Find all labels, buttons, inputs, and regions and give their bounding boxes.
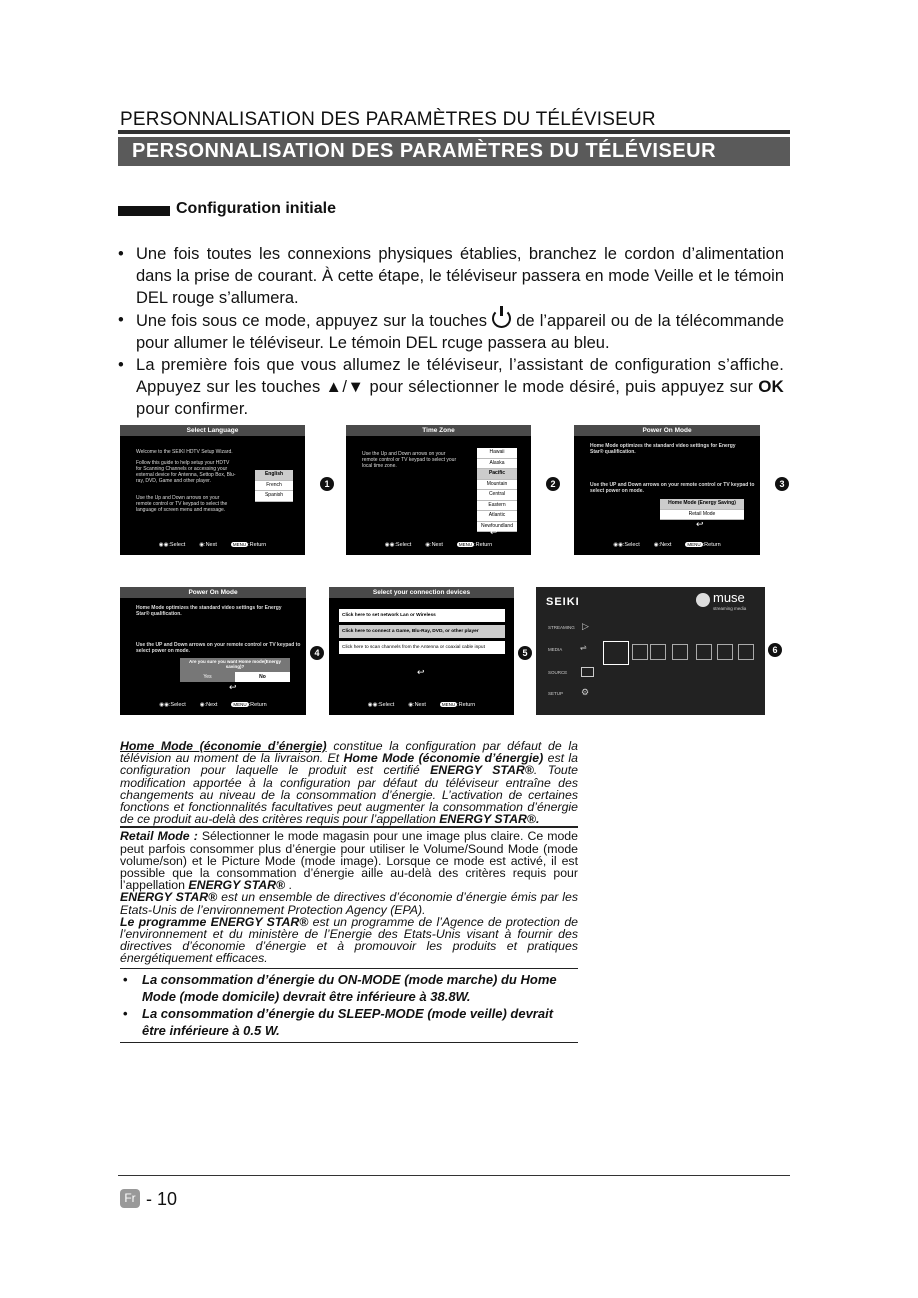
header-rule	[118, 130, 790, 134]
return-icon: ↩	[696, 519, 704, 529]
screen-desc: Use the Up and Down arrows on your remote control or TV keypad to select your local time zone.	[362, 451, 457, 469]
no-button[interactable]: No	[235, 672, 290, 682]
menu-streaming[interactable]: STREAMING	[548, 625, 575, 630]
return-icon: ↩	[417, 667, 425, 677]
source-tile[interactable]	[717, 644, 733, 660]
energy-notes	[120, 740, 578, 1045]
option-item[interactable]: Pacific	[477, 469, 517, 480]
footer-rule	[118, 1175, 790, 1176]
return-hint: MENU :Return	[441, 702, 476, 708]
screen-desc2: Use the UP and Down arrows on your remote control or TV keypad to select power on mode.	[136, 642, 301, 654]
screen-title: Power On Mode	[120, 587, 306, 598]
step-number: 2	[546, 477, 560, 491]
source-icon	[581, 667, 594, 677]
bullet-item: • La première fois que vous allumez le téléviseur, l’assistant de configuration s’affiche. Appuyez sur les touches ▲/▼ pour sélectionner le mode désiré, puis appuyez sur OK pour confirmer.	[118, 356, 784, 418]
screen-footer	[346, 542, 531, 548]
retail-mode-note: Retail Mode : Sélectionner le mode magasin pour une image plus claire. Ce mode peut parfois consommer plus d’énergie pour utiliser le Volume/Sound Mode (mode volume/son) et le Picture Mode (mode image). Lorsque ce mode est activé, il est possible que la consommation d’énergie aille au-delà des critères requis pour l’appellation ENERGY STAR® .	[120, 829, 578, 893]
source-tile[interactable]	[672, 644, 688, 660]
menu-setup[interactable]: SETUP	[548, 691, 564, 696]
screen-title: Power On Mode	[574, 425, 760, 436]
return-hint: MENU :Return	[232, 542, 267, 548]
step-number: 1	[320, 477, 334, 491]
step-number: 4	[310, 646, 324, 660]
screenshot-connection-devices	[329, 587, 514, 715]
consumption-list	[120, 971, 578, 1039]
program-note: Le programme ENERGY STAR® est un programme de l’Agence de protection de l’environnement et du ministère de l’Energie des Etats-Unis visant à fournir des directives d’économie d’énergie et à promouvoir les produits et pratiques énergétiquement efficaces.	[120, 914, 578, 966]
screen-desc2: Use the Up and Down arrows on your remote control or TV keypad to select the language of screen menu and message.	[136, 495, 228, 513]
screen-title: Select your connection devices	[329, 587, 514, 598]
divider	[120, 1042, 578, 1043]
bullet-item: • Une fois sous ce mode, appuyez sur la touches de l’appareil ou de la télécommande pour allumer le téléviseur. Le témoin DEL rcuge passera au bleu.	[118, 311, 785, 352]
source-tile-selected[interactable]	[603, 641, 629, 665]
brand-logo: SEIKI	[546, 596, 580, 608]
option-item[interactable]: Atlantic	[477, 511, 517, 522]
option-item[interactable]: Hawaii	[477, 448, 517, 459]
screen-footer	[120, 542, 305, 548]
scan-option[interactable]: Click here to scan channels from the Antenna or coaxial cable input	[339, 641, 505, 654]
screen-footer	[329, 702, 514, 708]
next-hint: ◉:Next	[425, 542, 443, 548]
select-hint: ◉◉:Select	[159, 702, 186, 708]
source-tile[interactable]	[650, 644, 666, 660]
muse-logo-icon	[696, 593, 710, 607]
select-hint: ◉◉:Select	[158, 542, 186, 548]
screenshot-time-zone	[346, 425, 531, 555]
select-hint: ◉◉:Select	[613, 542, 640, 548]
muse-subtitle: streaming media	[713, 606, 747, 611]
energy-star-note: ENERGY STAR® est un ensemble de directives d’économie d’énergie émis par les Etats-Unis de l’environnement Protection Agency (EPA).	[120, 890, 578, 917]
page-banner-title: PERSONNALISATION DES PARAMÈTRES DU TÉLÉVISEUR	[118, 137, 790, 166]
screen-desc2: Use the UP and Down arrows on your remote control or TV keypad to select power on mode.	[590, 482, 755, 494]
return-hint: MENU :Return	[233, 702, 267, 708]
screenshot-select-language	[120, 425, 305, 555]
screen-title: Select Language	[120, 425, 305, 436]
option-item[interactable]: Retail Mode	[660, 510, 744, 521]
ok-key-text: OK	[758, 377, 784, 396]
screen-desc: Home Mode optimizes the standard video settings for Energy Star® qualification.	[136, 605, 282, 617]
option-item[interactable]: English	[255, 470, 293, 481]
bullet-item: • Une fois toutes les connexions physiques établies, branchez le cordon d’alimentation dans la prise de courant. À cette étape, le téléviseur passera en mode Veille et le témoin DEL rouge s’allumera.	[118, 245, 784, 307]
screen-footer	[120, 702, 306, 708]
network-option[interactable]: Click here to set network Lan or Wireless	[339, 609, 505, 622]
home-mode-note: Home Mode (économie d’énergie) constitue la configuration par défaut de la télévision au moment de la livraison. Et Home Mode (économie d’énergie) est la configuration pour laquelle le produit est certifié ENERGY STAR®. Toute modification apportée à la configuration par défaut du téléviseur entraîne des changements au niveau de la consommation d’énergie. L’activation de certaines fonctions et fonctionnalités facultatives peut augmenter la consommation d’énergie de ce produit au-delà des critères requis pour l’appellation ENERGY STAR®.	[120, 739, 579, 827]
option-item[interactable]: Newfoundland	[477, 522, 517, 533]
screenshot-power-on-confirm	[120, 587, 306, 715]
source-tile[interactable]	[632, 644, 648, 660]
menu-source[interactable]: SOURCE	[548, 670, 568, 675]
menu-media[interactable]: MEDIA	[548, 647, 563, 652]
power-icon	[492, 309, 511, 328]
screenshot-home-menu	[536, 587, 765, 715]
section-title: Configuration initiale	[176, 200, 336, 217]
intro-bullets	[118, 243, 784, 420]
next-hint: ◉:Next	[199, 542, 217, 548]
confirm-text: Are you sure you want Home mode(Energy saving)?	[188, 659, 282, 669]
gear-icon: ⚙	[581, 687, 590, 697]
language-options	[255, 470, 293, 502]
muse-logo-text: muse	[713, 590, 745, 605]
device-option[interactable]: Click here to connect a Game, Blu-Ray, DVD, or other player	[339, 625, 505, 638]
return-icon: ↩	[490, 527, 498, 537]
usb-icon: ⇌	[580, 643, 587, 652]
bullet-text: La première fois que vous allumez le téléviseur, l’assistant de configuration s’affiche. Appuyez sur les touches ▲/▼ pour sélectionner le mode désiré, puis appuyez sur	[136, 356, 784, 396]
step-number: 3	[775, 477, 789, 491]
consumption-item: • La consommation d’énergie du ON-MODE (mode marche) du Home Mode (mode domicile) devrait être inférieure à 38.8W.	[123, 971, 557, 1004]
option-item[interactable]: Eastern	[477, 501, 517, 512]
screen-footer	[574, 542, 760, 548]
option-item[interactable]: Mountain	[477, 480, 517, 491]
screenshot-power-on-mode	[574, 425, 760, 555]
divider	[120, 826, 578, 828]
return-hint: MENU :Return	[687, 542, 721, 548]
screen-title: Time Zone	[346, 425, 531, 436]
page-number: - 10	[146, 1189, 178, 1209]
yes-button[interactable]: Yes	[180, 672, 235, 682]
source-tile[interactable]	[696, 644, 712, 660]
select-hint: ◉◉:Select	[367, 702, 395, 708]
connection-options	[339, 609, 505, 654]
option-item[interactable]: Alaska	[477, 459, 517, 470]
screen-desc: Follow this guide to help setup your HDTV for Scanning Channels or accessing your external device for Antenna, Settop Box, Blu-ray, DVD, Game and other player.	[136, 460, 236, 484]
step-number: 6	[768, 643, 782, 657]
source-tile[interactable]	[738, 644, 754, 660]
page-small-title: PERSONNALISATION DES PARAMÈTRES DU TÉLÉVISEUR	[120, 109, 656, 130]
option-item[interactable]: Home Mode (Energy Saving)	[660, 499, 744, 510]
confirm-dialog	[180, 658, 290, 682]
bullet-text: pour confirmer.	[136, 400, 249, 418]
section-marker	[118, 206, 170, 216]
next-hint: ◉:Next	[653, 542, 672, 548]
language-badge: Fr	[120, 1189, 140, 1208]
bullet-text: Une fois sous ce mode, appuyez sur la touches	[136, 312, 493, 330]
screen-desc: Home Mode optimizes the standard video settings for Energy Star® qualification.	[590, 443, 736, 455]
step-number: 5	[518, 646, 532, 660]
return-icon: ↩	[229, 682, 237, 692]
power-mode-options	[660, 499, 744, 520]
bullet-text: de l’appareil ou de la télécommande pour allumer le téléviseur. Le témoin DEL rcuge passera au bleu.	[136, 312, 785, 352]
divider	[120, 968, 578, 969]
option-item[interactable]: French	[255, 481, 293, 492]
timezone-options	[477, 448, 517, 532]
consumption-item: • La consommation d’énergie du SLEEP-MODE (mode veille) devrait être inférieure à 0.5 W.	[123, 1005, 554, 1038]
next-hint: ◉:Next	[408, 702, 426, 708]
next-hint: ◉:Next	[199, 702, 218, 708]
select-hint: ◉◉:Select	[384, 542, 412, 548]
screen-welcome: Welcome to the SEIKI HDTV Setup Wizard.	[136, 449, 233, 455]
return-hint: MENU :Return	[458, 542, 493, 548]
play-icon: ▷	[582, 621, 589, 631]
option-item[interactable]: Spanish	[255, 491, 293, 502]
bullet-text: Une fois toutes les connexions physiques établies, branchez le cordon d’alimentation dans la prise de courant. À cette étape, le téléviseur passera en mode Veille et le témoin DEL rouge s’allumera.	[136, 245, 784, 307]
option-item[interactable]: Central	[477, 490, 517, 501]
